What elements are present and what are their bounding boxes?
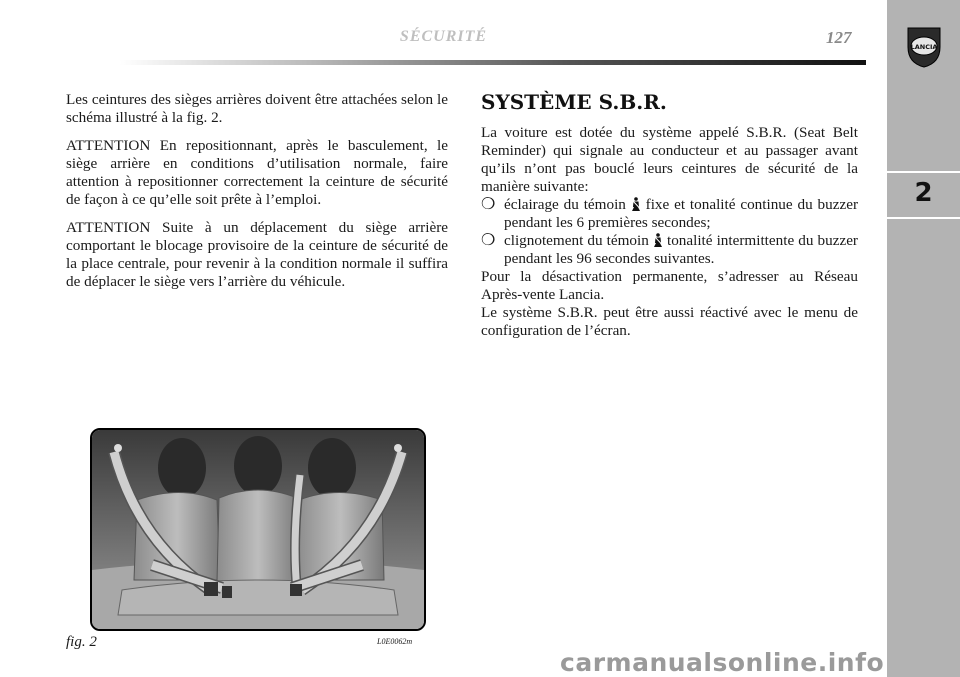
watermark: carmanualsonline.info xyxy=(560,648,885,677)
paragraph-intro: Les ceintures des sièges arrières doivent être attachées selon le schéma illustré à la fig. 2. xyxy=(66,91,448,126)
bullet-circle-icon: ❍ xyxy=(481,232,496,249)
list-item xyxy=(481,232,858,268)
bullet-text-end: tonalité intermittente du buzzer pendant les 96 secondes suivantes. xyxy=(504,232,858,267)
bullet-text-start: clignotement du témoin xyxy=(504,232,649,249)
seatbelt-warning-icon xyxy=(653,233,663,247)
figure-caption: fig. 2 xyxy=(66,634,97,650)
chapter-divider-top xyxy=(887,171,960,173)
chapter-sidebar xyxy=(887,0,960,677)
bullet-circle-icon: ❍ xyxy=(481,196,496,213)
right-column xyxy=(481,90,858,340)
paragraph-warning-2: ATTENTION Suite à un déplacement du siège arrière comportant le blocage provisoire de la ceinture de sécurité de la place centrale, pour revenir à la condition normale il suffira de déplacer le siège vers l’arrière du véhicule. xyxy=(66,219,448,290)
lancia-logo xyxy=(904,25,944,69)
paragraph-warning-1: ATTENTION En repositionnant, après le basculement, le siège arrière en conditions d’utilisation normale, faire attention à repositionner correctement la ceinture de sécurité de façon à ce qu’elle soit prête à l’emploi. xyxy=(66,137,448,208)
section-title: SYSTÈME S.B.R. xyxy=(481,90,667,114)
chapter-number: 2 xyxy=(914,178,933,208)
seat-belt-diagram xyxy=(92,430,424,629)
sbr-deactivation: Pour la désactivation permanente, s’adresser au Réseau Après-vente Lancia. xyxy=(481,268,858,303)
figure-code: L0E0062m xyxy=(377,637,413,646)
rear-seat-belts-illustration xyxy=(90,428,426,631)
list-item xyxy=(481,196,858,232)
header-rule xyxy=(120,60,866,65)
sbr-intro: La voiture est dotée du système appelé S.B.R. (Seat Belt Reminder) qui signale au conducteur et au passager avant qu’ils n’ont pas bouclé leurs ceintures de sécurité de la manière suivante: xyxy=(481,124,858,195)
sbr-reactivation: Le système S.B.R. peut être aussi réactivé avec le menu de configuration de l’écran. xyxy=(481,304,858,339)
page-title: SÉCURITÉ xyxy=(399,28,488,45)
bullet-text-start: éclairage du témoin xyxy=(504,196,626,213)
left-column xyxy=(66,91,448,301)
chapter-divider-bottom xyxy=(887,217,960,219)
page-number: 127 xyxy=(826,28,852,47)
logo-text: LANCIA xyxy=(910,43,938,51)
bullet-text-end: fixe et tonalité continue du buzzer pendant les 6 premières secondes; xyxy=(504,196,859,231)
seatbelt-warning-icon xyxy=(631,197,641,211)
